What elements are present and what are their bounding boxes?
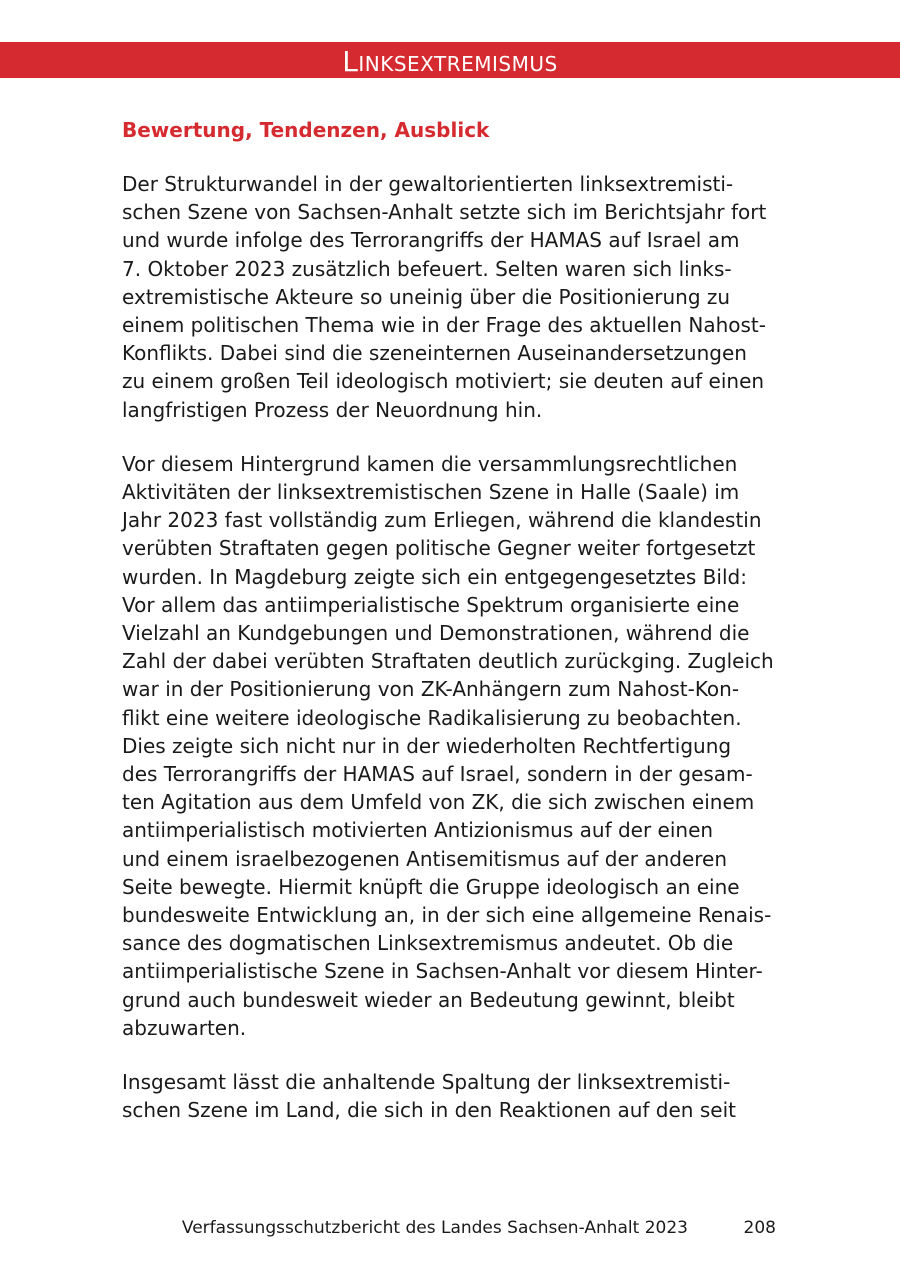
page-number: 208 (743, 1218, 776, 1238)
text-line: und wurde infolge des Terrorangriffs der HAMAS auf Israel am (122, 228, 740, 253)
paragraph-3 (122, 1068, 784, 1124)
text-line: Dies zeigte sich nicht nur in der wiederholten Rechtfertigung (122, 733, 732, 758)
text-line: Vor diesem Hintergrund kamen die versammlungsrechtlichen (122, 451, 738, 476)
text-line: zu einem großen Teil ideologisch motiviert; sie deuten auf einen (122, 369, 765, 394)
text-line: langfristigen Prozess der Neuordnung hin. (122, 397, 543, 422)
text-line: Der Strukturwandel in der gewaltorientierten linksextremisti- (122, 172, 734, 196)
text-line: Jahr 2023 fast vollständig zum Erliegen, während die klandestin (122, 508, 762, 533)
text-line: 7. Oktober 2023 zusätzlich befeuert. Selten waren sich links- (122, 256, 732, 281)
section-heading: Bewertung, Tendenzen, Ausblick (122, 118, 490, 142)
text-line: abzuwarten. (122, 1015, 247, 1040)
chapter-header-bar (0, 42, 900, 78)
text-line: einem politischen Thema wie in der Frage des aktuellen Nahost- (122, 313, 766, 338)
text-line: und einem israelbezogenen Antisemitismus auf der anderen (122, 846, 728, 871)
text-line: extremistische Akteure so uneinig über die Positionierung zu (122, 284, 731, 309)
text-line: schen Szene im Land, die sich in den Reaktionen auf den seit (122, 1098, 736, 1123)
text-line: flikt eine weitere ideologische Radikalisierung zu beobachten. (122, 705, 742, 730)
text-line: verübten Straftaten gegen politische Gegner weiter fortgesetzt (122, 536, 756, 561)
text-line: Insgesamt lässt die anhaltende Spaltung der linksextremisti- (122, 1070, 731, 1095)
text-line: des Terrorangriffs der HAMAS auf Israel, sondern in der gesam- (122, 762, 753, 787)
text-line: wurden. In Magdeburg zeigte sich ein entgegengesetztes Bild: (122, 564, 747, 589)
text-line: Vor allem das antiimperialistische Spektrum organisierte eine (122, 592, 740, 617)
text-line: Aktivitäten der linksextremistischen Szene in Halle (Saale) im (122, 480, 740, 505)
text-line: bundesweite Entwicklung an, in der sich eine allgemeine Renais- (122, 903, 772, 928)
text-line: Konflikts. Dabei sind die szeneinternen Auseinandersetzungen (122, 341, 747, 366)
chapter-title: Linksextremismus (342, 45, 558, 78)
text-line: grund auch bundesweit wieder an Bedeutung gewinnt, bleibt (122, 987, 735, 1012)
text-line: Zahl der dabei verübten Straftaten deutlich zurückging. Zugleich (122, 649, 774, 674)
text-line: Seite bewegte. Hiermit knüpft die Gruppe ideologisch an eine (122, 874, 740, 899)
text-line: antiimperialistische Szene in Sachsen-Anhalt vor diesem Hinter- (122, 959, 763, 984)
text-line: Vielzahl an Kundgebungen und Demonstrationen, während die (122, 621, 750, 646)
text-line: antiimperialistisch motivierten Antizionismus auf der einen (122, 818, 714, 843)
page-content (122, 116, 784, 1151)
page-footer (0, 1216, 900, 1240)
text-line: war in der Positionierung von ZK-Anhängern zum Nahost-Kon- (122, 677, 740, 702)
paragraph-1 (122, 170, 784, 424)
footer-report-title: Verfassungsschutzbericht des Landes Sachsen-Anhalt 2023 (181, 1218, 688, 1238)
text-line: sance des dogmatischen Linksextremismus andeutet. Ob die (122, 931, 734, 956)
text-line: schen Szene von Sachsen-Anhalt setzte sich im Berichtsjahr fort (122, 200, 767, 225)
text-line: ten Agitation aus dem Umfeld von ZK, die sich zwischen einem (122, 790, 755, 815)
paragraph-2 (122, 450, 784, 1042)
